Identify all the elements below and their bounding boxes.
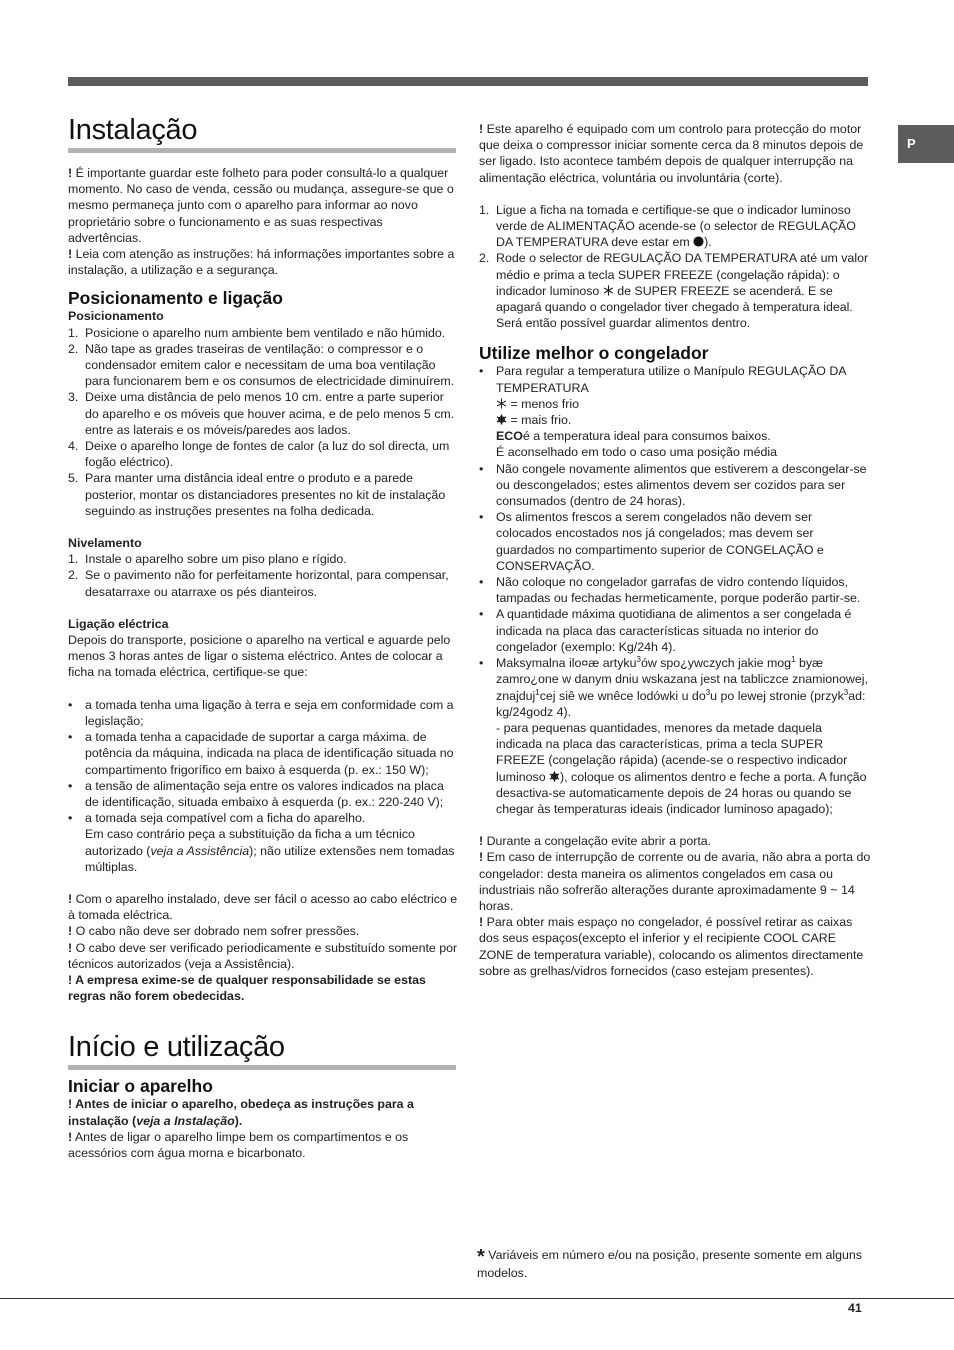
list-item: • a tomada tenha a capacidade de suportar a carga máxima. de potência da máquina, indicada na placa de identificação situada no compartimento frigorífico em baixo à esquerda (p. ex.: 150 W); (68, 730, 454, 777)
list-item: 4. Deixe o aparelho longe de fontes de calor (a luz do sol directa, um fogão eléctrico). (68, 439, 450, 470)
iniciar-warning: ! Antes de ligar o aparelho limpe bem os compartimentos e os acessórios com água morna e bicarbonato. (68, 1129, 409, 1160)
heading-iniciar-aparelho: Iniciar o aparelho (68, 1076, 213, 1097)
title-rule (68, 1065, 456, 1070)
posicionamento-list (68, 325, 458, 519)
footnote (477, 1247, 877, 1281)
warning-bold: ! A empresa exime-se de qualquer responsabilidade se estas regras não forem obedecidas. (68, 972, 426, 1004)
intro-paragraph-1: ! É importante guardar este folheto para poder consultá-lo a qualquer momento. No caso de venda, cessão ou mudança, assegure-se que o mesmo permaneça junto com o aparelho para informar ao novo proprietário sobre o funcionamento e as suas respectivas advertências. (68, 166, 454, 245)
warning-3: ! O cabo deve ser verificado periodicamente e substituído somente por técnicos autorizados (veja a Assistência). (68, 940, 458, 971)
iniciar-warning-bold: ! Antes de iniciar o aparelho, obedeça as instruções para a instalação (veja a Instalação). (68, 1097, 414, 1128)
warning-1: ! Com o aparelho instalado, deve ser fácil o acesso ao cabo eléctrico e à tomada eléctrica. (68, 891, 458, 923)
list-item: 1. Ligue a ficha na tomada e certifique-se que o indicador luminoso verde de ALIMENTAÇÃO acende-se (o selector de REGULAÇÃO DA TEMPERATURA deve estar em ). (479, 202, 856, 250)
list-item: • a tensão de alimentação seja entre os valores indicados na placa de identificação, situada embaixo à esquerda (p. ex.: 220-240 V); (68, 778, 444, 809)
list-item: • Para regular a temperatura utilize o Manípulo REGULAÇÃO DA TEMPERATURA = menos frio = mais frio. ECOé a temperatura ideal para consumos baixos. É aconselhado em todo o caso uma posição média (479, 364, 846, 460)
motor-protection-note: ! Este aparelho é equipado com um controlo para protecção do motor que deixa o compressor iniciar somente cerca da 8 minutos depois de ser ligado. Isto acontece também depois de qualquer interrupção na alimentação eléctrica, voluntária ou involuntária (corte). (479, 122, 864, 185)
list-item: • a tomada tenha uma ligação à terra e seja em conformidade com a legislação; (68, 697, 454, 728)
list-item: 5. Para manter uma distância ideal entre o produto e a parede posterior, montar os distanciadores presentes no kit de instalação seguindo as instruções presentes na folha dedicada. (68, 471, 446, 518)
warning-2: ! Em caso de interrupção de corrente ou de avaria, não abra a porta do congelador: desta maneira os alimentos congelados em casa ou industriais não sofrerão alterações durante aproximadamente 9 ~ 14 horas. (479, 850, 871, 913)
ligacao-intro: Depois do transporte, posicione o aparelho na vertical e aguarde pelo menos 3 horas antes de ligar o sistema eléctrico. Antes de colocar a ficha na tomada eléctrica, certifique-se que: (68, 633, 451, 680)
list-item: • Os alimentos frescos a serem congelados não devem ser colocados encostados nos já congelados; mas devem ser guardados no compartimento superior de CONGELAÇÃO e CONSERVAÇÃO. (479, 510, 824, 573)
list-item: 1. Posicione o aparelho num ambiente bem ventilado e não húmido. (68, 325, 446, 340)
right-column (479, 121, 871, 979)
nivelamento-list (68, 551, 458, 600)
snowflake-icon (496, 414, 507, 425)
subheading-nivelamento: Nivelamento (68, 536, 142, 551)
ligacao-bullets (68, 697, 458, 875)
top-bar (68, 77, 868, 86)
snowflake-icon (603, 285, 614, 296)
subheading-posicionamento: Posicionamento (68, 309, 164, 324)
list-item: 2. Se o pavimento não for perfeitamente horizontal, para compensar, desatarraxe ou atarraxe os pés dianteiros. (68, 568, 449, 599)
list-item: 2. Não tape as grades traseiras de ventilação: o compressor e o condensador emitem calor e necessitam de uma boa ventilação para funcionarem bem e os consumos de electricidade diminuírem. (68, 341, 455, 389)
list-item: 1. Instale o aparelho sobre um piso plano e rígido. (68, 552, 347, 567)
start-steps-list (479, 202, 871, 332)
freezer-tips-list (479, 363, 871, 817)
bottom-rule (0, 1298, 954, 1299)
list-item: • Maksymalna ilo¤æ artyku$^3$ów spo¿ywczych jakie mog$^1$ byæ zamro¿one w danym dniu wskazana jest na tabliczce znamionowej, znajduj$^1$cej siê we wnêce lodówki u $do^3u$ po lewej stronie (przyk$^3$ad: kg/24godz 4). - para pequenas quantidades, menores da metade daquela indicada na placa das características, prima a tecla SUPER FREEZE (congelação rápida) (acende-se o respectivo indicador luminoso ), coloque os alimentos dentro e feche a porta. A função desactiva-se automaticamente depois de 24 horas ou quando se chegar às temperaturas ideais (indicador luminoso apagado); (479, 654, 868, 816)
snowflake-icon (549, 771, 560, 782)
warning-3: ! Para obter mais espaço no congelador, é possível retirar as caixas dos seus espaços(excepto el inferior y el recipiente COOL CARE ZONE de temperatura variable), colocando os alimentos directamente sobre as grelhas/vidros fornecidos (caso estejam presentes). (479, 915, 864, 978)
snowflake-icon (496, 398, 507, 409)
subheading-ligacao-electrica: Ligação eléctrica (68, 616, 169, 631)
filled-circle-icon (693, 236, 704, 247)
title-instalacao: Instalação (68, 114, 198, 146)
title-rule (68, 148, 456, 153)
language-tab (898, 125, 954, 163)
heading-posicionamento-ligacao: Posicionamento e ligação (68, 288, 283, 309)
page-number: 41 (848, 1301, 862, 1315)
left-column (68, 112, 458, 1161)
list-item: • Não coloque no congelador garrafas de vidro contendo líquidos, tampadas ou fechadas hermeticamente, porque poderão partir-se. (479, 575, 861, 606)
warning-1: ! Durante a congelação evite abrir a porta. (479, 834, 712, 849)
warning-2: ! O cabo não deve ser dobrado nem sofrer pressões. (68, 924, 360, 939)
list-item: 2. Rode o selector de REGULAÇÃO DA TEMPERATURA até um valor médio e prima a tecla SUPER FREEZE (congelação rápida): o indicador luminoso de SUPER FREEZE se acenderá. E se apagará quando o congelador tiver chegado à temperatura ideal. Será então possível guardar alimentos dentro. (479, 251, 869, 331)
list-item: • a tomada seja compatível com a ficha do aparelho. Em caso contrário peça a substituição da ficha a um técnico autorizado (veja a Assistência); não utilize extensões nem tomadas múltiplas. (68, 811, 455, 874)
footnote-star: * (477, 1246, 485, 1268)
list-item: • A quantidade máxima quotidiana de alimentos a ser congelada é indicada na placa das características situada no interior do congelador (exemplo: Kg/24h 4). (479, 607, 852, 654)
footnote-text: Variáveis em número e/ou na posição, presente somente em alguns modelos. (477, 1248, 863, 1281)
list-item: • Não congele novamente alimentos que estiverem a descongelar-se ou descongelados; estes alimentos devem ser cozidos para ser consumados (dentro de 24 horas). (479, 461, 867, 509)
language-tab-label: P (907, 136, 916, 151)
heading-utilize-congelador: Utilize melhor o congelador (479, 343, 709, 364)
title-inicio-utilizacao: Início e utilização (68, 1031, 285, 1064)
list-item: 3. Deixe uma distância de pelo menos 10 cm. entre a parte superior do aparelho e os móveis que houver acima, e de pelo menos 5 cm. entre as laterais e os móveis/paredes aos lados. (68, 390, 455, 437)
intro-paragraph-2: ! Leia com atenção as instruções: há informações importantes sobre a instalação, a utilização e a segurança. (68, 247, 455, 278)
